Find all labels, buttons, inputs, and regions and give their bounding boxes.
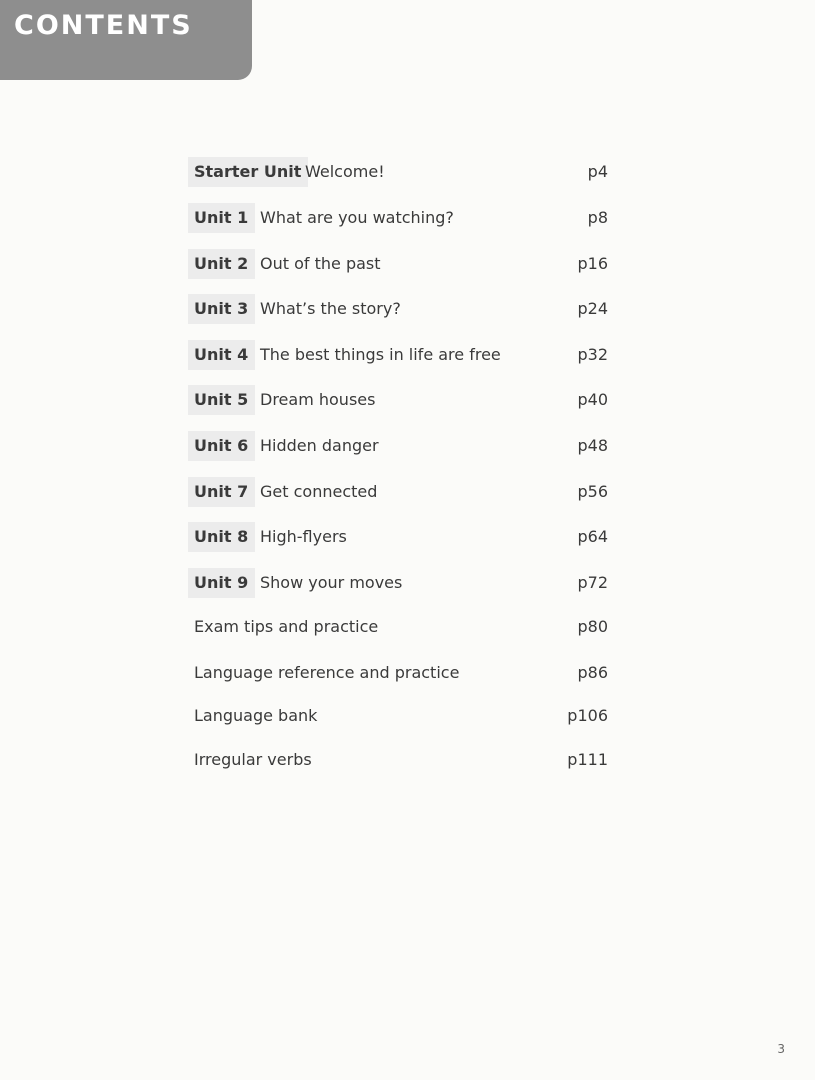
unit-title: What are you watching? (260, 208, 454, 227)
unit-label: Unit 9 (188, 568, 255, 598)
toc-row-unit-9[interactable] (188, 568, 608, 598)
page-reference: p80 (577, 617, 608, 636)
unit-title: Show your moves (260, 573, 403, 592)
unit-title: Out of the past (260, 254, 381, 273)
toc-row-language-bank[interactable] (188, 701, 608, 731)
unit-label: Unit 6 (188, 431, 255, 461)
page-reference: p4 (587, 162, 608, 181)
toc-row-unit-2[interactable] (188, 249, 608, 279)
page-reference: p106 (567, 706, 608, 725)
unit-title: Hidden danger (260, 436, 379, 455)
page-reference: p72 (577, 573, 608, 592)
unit-label: Unit 4 (188, 340, 255, 370)
page-reference: p48 (577, 436, 608, 455)
toc-row-unit-6[interactable] (188, 431, 608, 461)
page-reference: p111 (567, 750, 608, 769)
toc-row-unit-7[interactable] (188, 477, 608, 507)
page-reference: p24 (577, 299, 608, 318)
unit-title: Get connected (260, 482, 378, 501)
unit-label: Unit 5 (188, 385, 255, 415)
unit-title: Dream houses (260, 390, 376, 409)
unit-title: What’s the story? (260, 299, 401, 318)
unit-label: Starter Unit (188, 157, 308, 187)
toc-row-irregular-verbs[interactable] (188, 745, 608, 775)
section-title: Exam tips and practice (194, 617, 379, 636)
toc-row-exam-tips[interactable] (188, 612, 608, 642)
page-reference: p86 (577, 663, 608, 682)
unit-label: Unit 1 (188, 203, 255, 233)
section-title: Language bank (194, 706, 318, 725)
unit-label: Unit 2 (188, 249, 255, 279)
page-reference: p32 (577, 345, 608, 364)
section-title: Irregular verbs (194, 750, 312, 769)
section-title: Language reference and practice (194, 663, 460, 682)
unit-title: Welcome! (305, 162, 385, 181)
page-reference: p56 (577, 482, 608, 501)
toc-row-unit-3[interactable] (188, 294, 608, 324)
unit-label: Unit 7 (188, 477, 255, 507)
unit-label: Unit 8 (188, 522, 255, 552)
toc-row-starter-unit[interactable] (188, 157, 608, 187)
page-reference: p64 (577, 527, 608, 546)
page-title: CONTENTS (14, 10, 193, 41)
page-reference: p40 (577, 390, 608, 409)
toc-row-unit-8[interactable] (188, 522, 608, 552)
page-number: 3 (777, 1042, 785, 1056)
toc-row-unit-1[interactable] (188, 203, 608, 233)
page-reference: p16 (577, 254, 608, 273)
toc-row-unit-4[interactable] (188, 340, 608, 370)
unit-label: Unit 3 (188, 294, 255, 324)
page-reference: p8 (587, 208, 608, 227)
toc-row-language-reference[interactable] (188, 658, 608, 688)
unit-title: The best things in life are free (260, 345, 501, 364)
unit-title: High-flyers (260, 527, 347, 546)
toc-row-unit-5[interactable] (188, 385, 608, 415)
